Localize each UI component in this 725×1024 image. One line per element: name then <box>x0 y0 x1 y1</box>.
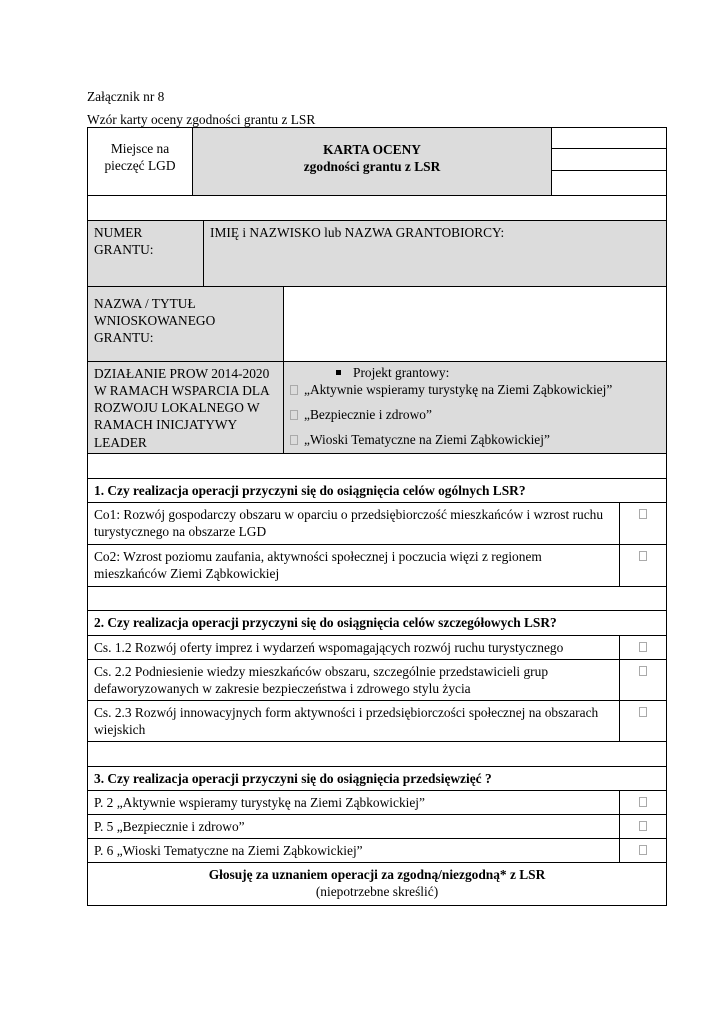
bullet-icon <box>336 370 341 375</box>
blank-row <box>88 195 666 220</box>
criterion-row <box>88 838 666 862</box>
grantee-label: IMIĘ i NAZWISKO lub NAZWA GRANTOBIORCY: <box>203 221 666 286</box>
criterion-row <box>88 544 666 586</box>
criterion-text: Cs. 2.2 Podniesienie wiedzy mieszkańców obszaru, szczególnie przedstawicieli grup defaworyzowanych w zakresie bezpieczeństwa i zdrowego stylu życia <box>94 664 549 697</box>
section-question: 2. Czy realizacja operacji przyczyni się do osiągnięcia celów szczegółowych LSR? <box>88 610 666 635</box>
criterion-text: Cs. 2.3 Rozwój innowacyjnych form aktywności i przedsiębiorczości społecznej na obszarach wiejskich <box>94 705 599 738</box>
checkbox-icon[interactable] <box>639 845 647 855</box>
checkbox-icon[interactable] <box>290 385 298 395</box>
project-type-label: Projekt grantowy: <box>353 365 450 380</box>
checkbox-cell[interactable] <box>619 815 666 838</box>
project-option[interactable]: „Wioski Tematyczne na Ziemi Ząbkowickiej” <box>290 431 660 448</box>
vote-text: Głosuję za uznaniem operacji za zgodną/niezgodną* z LSR <box>208 867 546 882</box>
criterion-text: Co2: Wzrost poziomu zaufania, aktywności społecznej i poczucia więzi z regionem mieszkańców Ziemi Ząbkowickiej <box>94 549 542 582</box>
registration-cells <box>551 128 666 195</box>
criterion-row <box>88 790 666 814</box>
card-title-cell <box>192 128 551 195</box>
criterion-text: P. 5 „Bezpiecznie i zdrowo” <box>94 819 245 834</box>
grant-name-row <box>88 286 666 361</box>
blank-row <box>88 586 666 610</box>
criterion-text: P. 6 „Wioski Tematyczne na Ziemi Ząbkowickiej” <box>94 843 363 858</box>
checkbox-icon[interactable] <box>639 821 647 831</box>
section-question: 1. Czy realizacja operacji przyczyni się do osiągnięcia celów ogólnych LSR? <box>88 478 666 502</box>
stamp-cell <box>88 128 192 195</box>
checkbox-icon[interactable] <box>639 551 647 561</box>
card-header-row <box>88 128 666 195</box>
checkbox-icon[interactable] <box>290 410 298 420</box>
grant-number-label: NUMER GRANTU: <box>94 225 154 258</box>
criterion-text: P. 2 „Aktywnie wspieramy turystykę na Ziemi Ząbkowickiej” <box>94 795 425 810</box>
checkbox-icon[interactable] <box>290 435 298 445</box>
checkbox-icon[interactable] <box>639 666 647 676</box>
grant-name-label: NAZWA / TYTUŁ WNIOSKOWANEGO GRANTU: <box>88 287 283 361</box>
vote-note: (niepotrzebne skreślić) <box>315 884 439 900</box>
program-row <box>88 361 666 453</box>
checkbox-icon[interactable] <box>639 707 647 717</box>
attachment-label: Załącznik nr 8 <box>87 89 165 104</box>
template-title: Wzór karty oceny zgodności grantu z LSR <box>87 112 316 127</box>
checkbox-cell[interactable] <box>619 660 666 700</box>
grant-name-value <box>283 287 666 361</box>
project-option[interactable]: „Bezpiecznie i zdrowo” <box>290 406 660 423</box>
program-label: DZIAŁANIE PROW 2014-2020 W RAMACH WSPARCIA DLA ROZWOJU LOKALNEGO W RAMACH INICJATYWY LEADER <box>94 366 270 450</box>
checkbox-cell[interactable] <box>619 701 666 741</box>
grant-number-row <box>88 220 666 286</box>
project-type-cell <box>283 362 666 453</box>
checkbox-cell[interactable] <box>619 839 666 862</box>
project-option[interactable]: „Aktywnie wspieramy turystykę na Ziemi Ząbkowickiej” <box>290 381 660 398</box>
checkbox-cell[interactable] <box>619 791 666 814</box>
criterion-text: Cs. 1.2 Rozwój oferty imprez i wydarzeń wspomagających rozwój ruchu turystycznego <box>94 640 564 655</box>
section-question: 3. Czy realizacja operacji przyczyni się do osiągnięcia przedsięwzięć ? <box>88 766 666 790</box>
checkbox-icon[interactable] <box>639 509 647 519</box>
criterion-row <box>88 635 666 659</box>
checkbox-cell[interactable] <box>619 545 666 586</box>
criterion-row <box>88 502 666 544</box>
card-title: KARTA OCENY <box>323 142 421 157</box>
checkbox-icon[interactable] <box>639 642 647 652</box>
evaluation-card-table <box>87 127 667 906</box>
criterion-row <box>88 700 666 741</box>
criterion-row <box>88 659 666 700</box>
card-subtitle: zgodności grantu z LSR <box>303 159 441 175</box>
criterion-text: Co1: Rozwój gospodarczy obszaru w oparciu o przedsiębiorczość mieszkańców i wzrost ruchu turystycznego na obszarze LGD <box>94 507 604 540</box>
vote-row <box>88 862 666 905</box>
checkbox-cell[interactable] <box>619 503 666 544</box>
blank-row <box>88 453 666 478</box>
blank-row <box>88 741 666 766</box>
stamp-label: Miejsce na pieczęć LGD <box>104 141 176 174</box>
checkbox-cell[interactable] <box>619 636 666 659</box>
checkbox-icon[interactable] <box>639 797 647 807</box>
criterion-row <box>88 814 666 838</box>
